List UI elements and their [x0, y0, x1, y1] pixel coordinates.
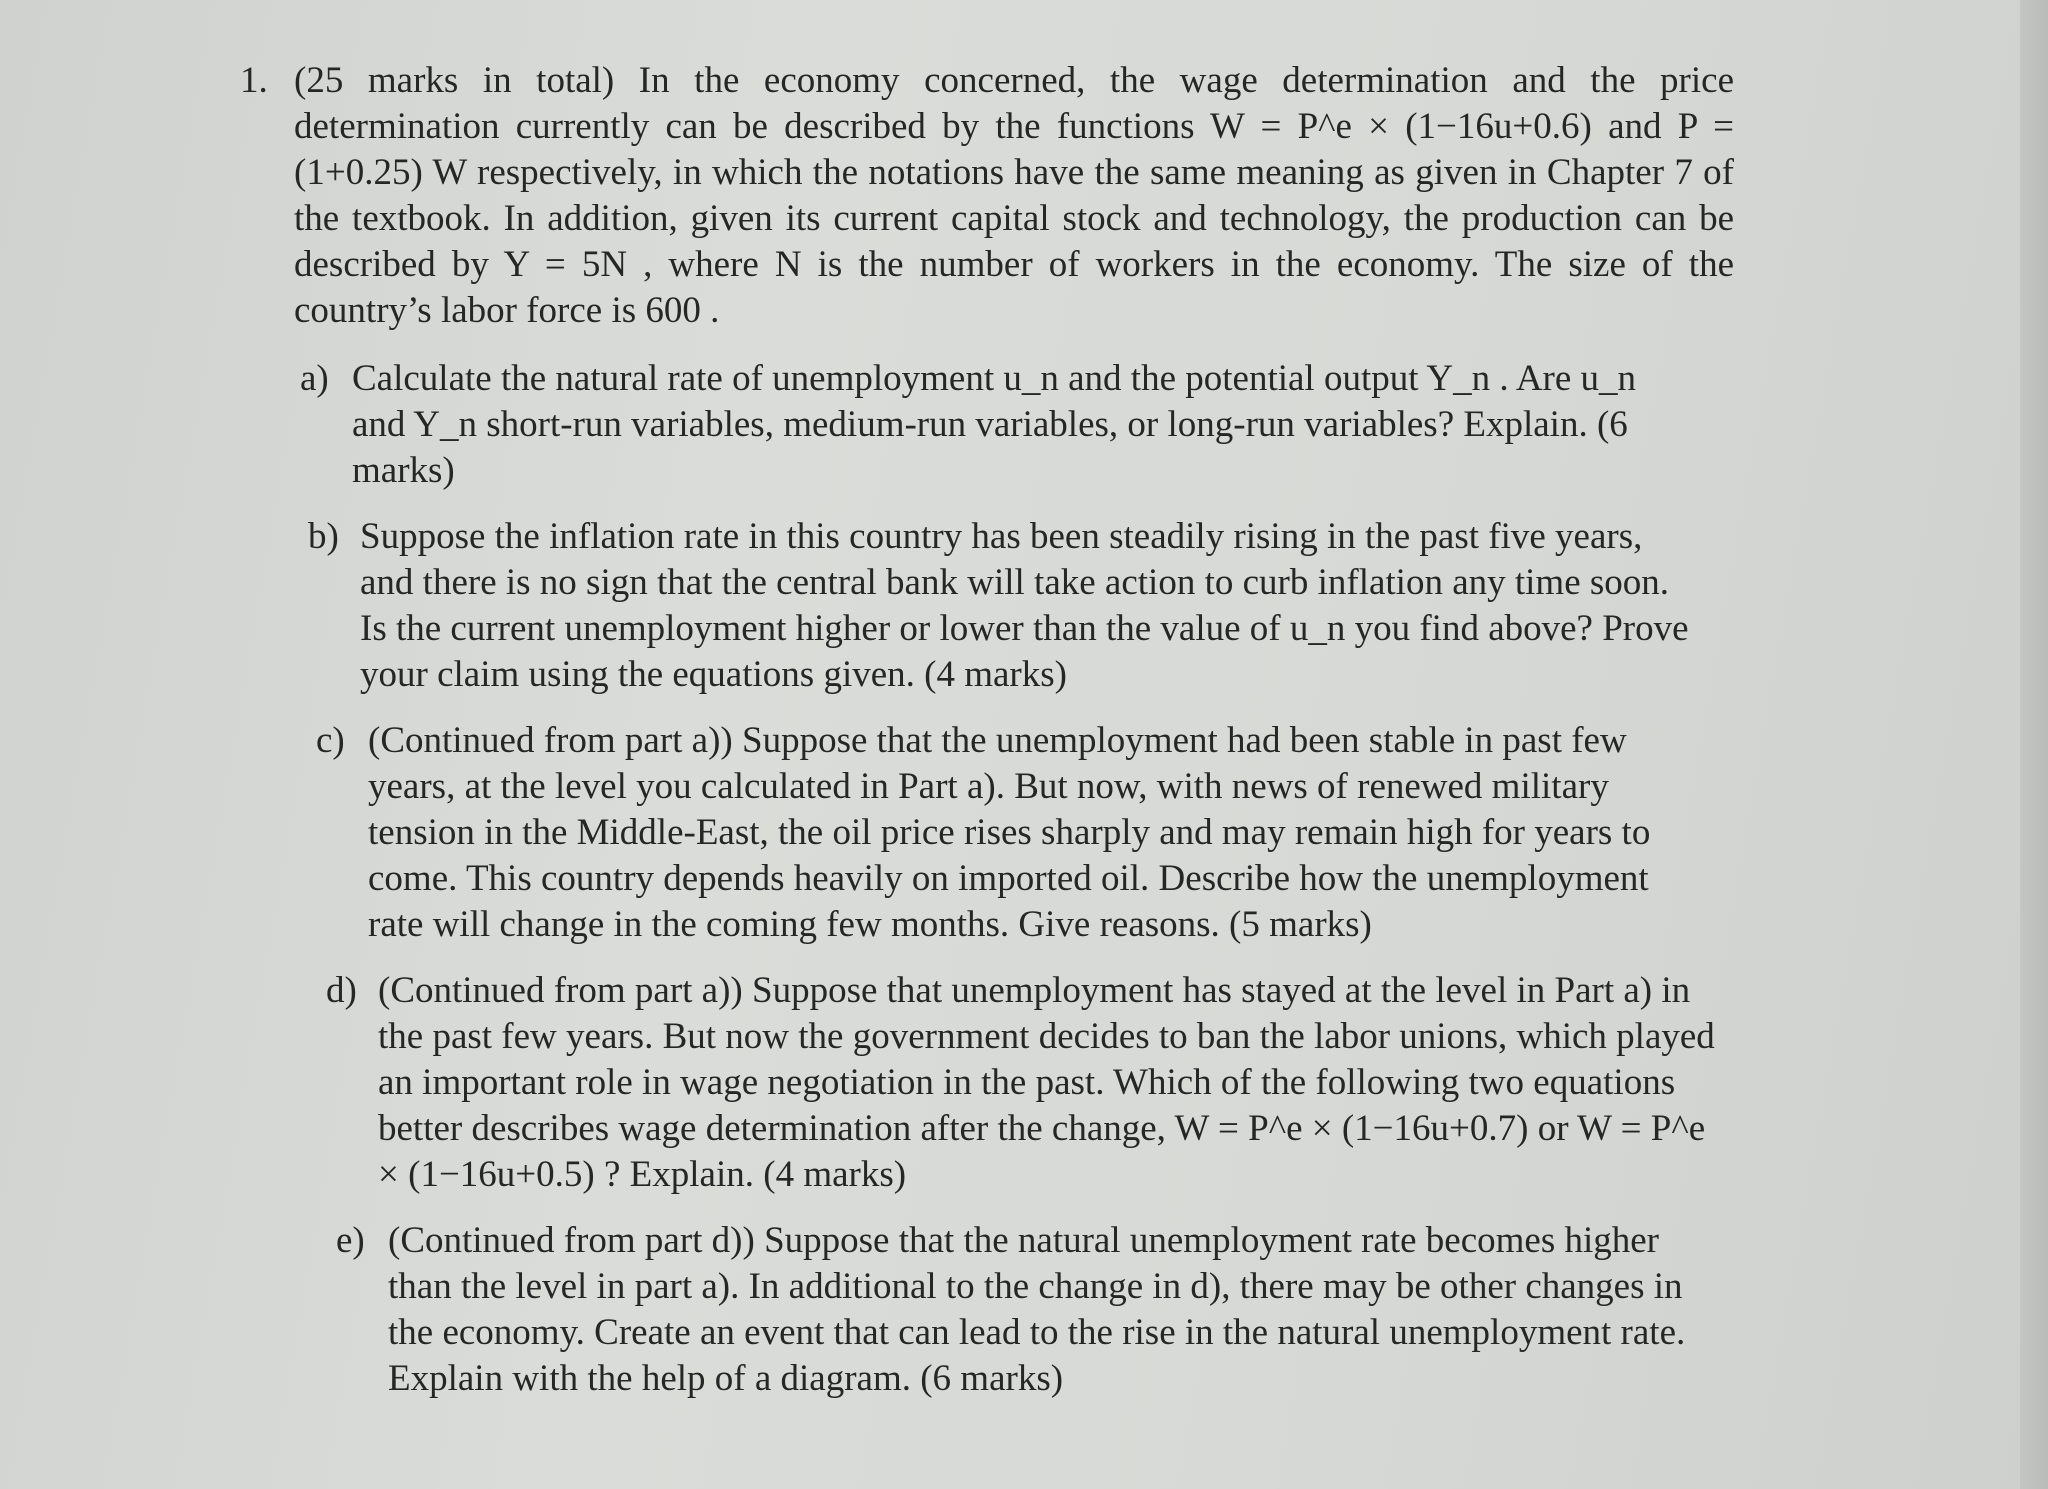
exam-question-sheet [240, 58, 1760, 1422]
part-text: Suppose the inflation rate in this country has been steadily rising in the past five years, and there is no sign that the central bank will take action to curb inflation any time soon. Is the current unemployment higher or lower than the value of u_n you find above? Prove your claim using the equations given. (4 marks) [360, 516, 1689, 695]
part-label: d) [326, 970, 357, 1011]
question-intro: (25 marks in total) In the economy concerned, the wage determination and the price determination currently can be described by the functions W = P^e × (1−16u+0.6) and P = (1+0.25) W respectively, in which the notations have the same meaning as given in Chapter 7 of the textbook. In addition, given its current capital stock and technology, the production can be described by Y = 5N , where N is the number of workers in the economy. The size of the country’s labor force is 600 . [294, 60, 1734, 331]
part-text: (Continued from part d)) Suppose that the natural unemployment rate becomes higher than the level in part a). In additional to the change in d), there may be other changes in the economy. Create an event that can lead to the rise in the natural unemployment rate. Explain with the help of a diagram. (6 marks) [388, 1220, 1686, 1399]
part-label: c) [316, 720, 345, 761]
part-a [300, 356, 1760, 494]
part-e [336, 1218, 1760, 1402]
part-b [308, 514, 1760, 698]
part-text: Calculate the natural rate of unemployment u_n and the potential output Y_n . Are u_n and Y_n short-run variables, medium-run variables, or long-run variables? Explain. (6 marks) [352, 358, 1637, 491]
part-text: (Continued from part a)) Suppose that unemployment has stayed at the level in Part a) in the past few years. But now the government decides to ban the labor unions, which played an important role in wage negotiation in the past. Which of the following two equations better describes wage determination after the change, W = P^e × (1−16u+0.7) or W = P^e × (1−16u+0.5) ? Explain. (4 marks) [378, 970, 1715, 1195]
part-d [326, 968, 1760, 1198]
question-number: 1. [240, 60, 268, 101]
page-edge-shadow [2020, 0, 2048, 1489]
part-label: e) [336, 1220, 365, 1261]
part-label: a) [300, 358, 329, 399]
part-text: (Continued from part a)) Suppose that the unemployment had been stable in past few years, at the level you calculated in Part a). But now, with news of renewed military tension in the Middle-East, the oil price rises sharply and may remain high for years to come. This country depends heavily on imported oil. Describe how the unemployment rate will change in the coming few months. Give reasons. (5 marks) [368, 720, 1651, 945]
part-label: b) [308, 516, 339, 557]
part-c [316, 718, 1760, 948]
question-1 [240, 58, 1760, 334]
